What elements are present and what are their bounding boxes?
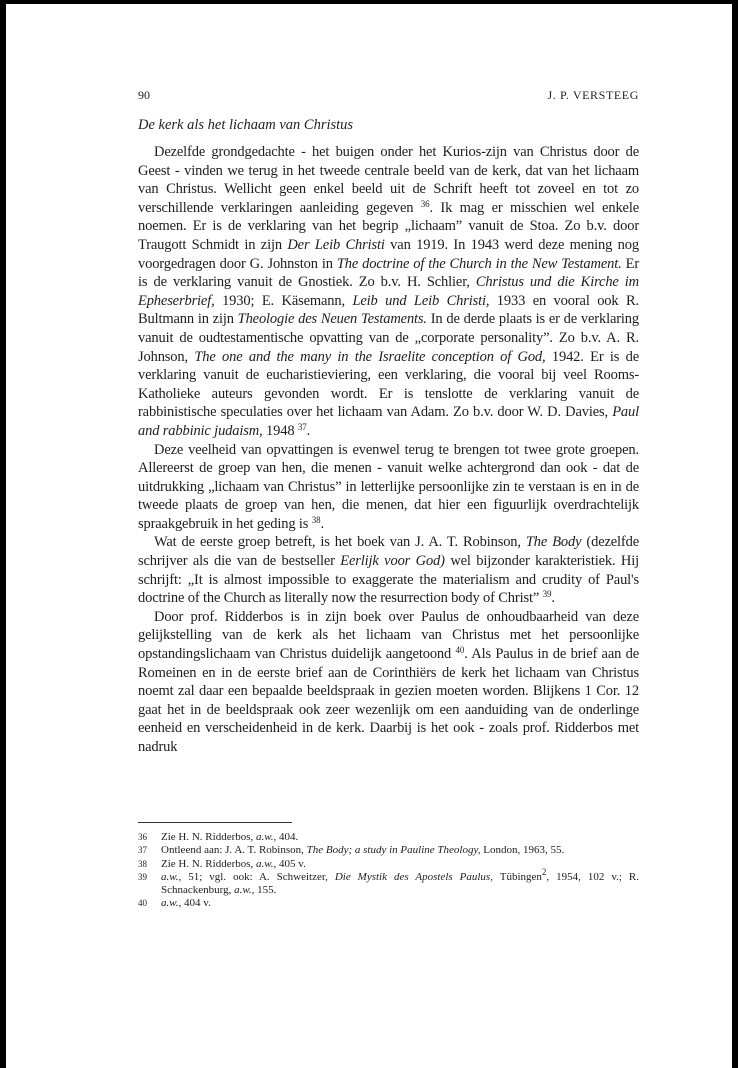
paragraph-4 [138, 608, 639, 757]
footnote-italic: Die Mystik des Apostels Paulus, [334, 870, 493, 883]
text-span: . [320, 515, 324, 532]
footnote-italic: The Body; a study in Pauline Theology, [306, 844, 481, 857]
page-number: 90 [138, 88, 150, 102]
footnote-divider [138, 822, 292, 823]
book-title: The doctrine of the Church in the New Testament. [336, 255, 622, 272]
footnote-italic: a.w., [161, 897, 182, 910]
text-span: van 1919. In 1943 werd deze mening nog voorgedragen door G. Johnston in [138, 236, 639, 272]
footnote-number: 37 [138, 845, 147, 856]
footnote-39 [138, 866, 639, 898]
page-border-top [0, 0, 738, 4]
paragraph-2 [138, 441, 639, 534]
book-title: Eerlijk voor God) [340, 553, 445, 570]
text-span: Door prof. Ridderbos is in zijn boek over Paulus de onhoudbaarheid van deze gelijkstelling van de kerk als het lichaam van Christus met het persoonlijke opstandingslichaam van Christus duidelijk aangetoond [138, 608, 639, 663]
text-span: 1933 en vooral ook R. Bultmann in zijn [138, 292, 639, 328]
book-title: Der Leib Christi [287, 236, 385, 253]
footnote-number: 38 [138, 858, 147, 869]
footnote-text: , 1954, 102 v.; R. Schnackenburg, [161, 870, 639, 897]
footnote-text: 404 v. [181, 897, 211, 910]
text-span: 1930; E. Käsemann, [214, 292, 353, 309]
footnote-number: 40 [138, 898, 147, 909]
footnote-text: London, 1963, 55. [480, 844, 565, 857]
text-span: Deze veelheid van opvattingen is evenwel terug te brengen tot twee grote groepen. Allereerst de groep van hen, die menen - vanuit welke achtergrond dan ook - dat de uitdrukking „lichaam van Christus” in letterlijke persoonlijke zin te verstaan is en in de tweede plaats de groep van hen, die menen, dat hier een figuurlijk overdrachtelijk spraakgebruik in het geding is [138, 441, 639, 532]
text-span: In de derde plaats is er de verklaring vanuit de oudtestamentische opvatting van de „corporate personality”. Zo b.v. A. R. Johnson, [138, 311, 639, 365]
footnote-ref-39: 39 [542, 589, 552, 600]
book-title: Leib und Leib Christi, [352, 292, 490, 309]
edition-superscript: 2 [541, 866, 547, 877]
page-border-left [0, 0, 6, 1068]
text-span: 1942. Er is de verklaring vanuit de eucharistieviering, een verklaring, die vooral bij veel Rooms-Katholieke auteurs gevonden wordt. Er is tenslotte de verklaring vanuit de rabbinistische speculaties over het lichaam van Adam. Zo b.v. door W. D. Davies, [138, 348, 640, 421]
text-span: . Als Paulus in de brief aan de Romeinen en in de eerste brief aan de Corinthiërs de kerk het lichaam van Christus noemt zal daar een bepaalde beeldspraak in gezien moeten worden. Blijkens 1 Cor. 12 gaat het in de beeldspraak ook zeer wezenlijk om een aanduiding van de onderlinge eenheid en verscheidenheid in de kerk. Daarbij is het ook - zoals prof. Ridderbos met nadruk [138, 646, 639, 755]
footnote-40 [138, 897, 639, 910]
text-span: 1948 [262, 422, 298, 439]
footnote-text: Zie H. N. Ridderbos, [161, 831, 257, 843]
footnote-text: 404. [276, 831, 299, 843]
text-span: Dezelfde grondgedachte - het buigen onder het Kurios-zijn van Christus door de Geest - vinden we terug in het tweede centrale beeld van de kerk, dat van het lichaam van Christus. Wellicht geen enkel beeld uit de Schrift heeft tot zoveel en tot zo verschillende verklaringen aanleiding gegeven [138, 144, 639, 216]
text-span: . [306, 422, 311, 439]
text-span: wel bijzonder karakteristiek. Hij schrijft: „It is almost impossible to exaggerate the materialism and crudity of Paul's doctrine of the Church as literally now the resurrection body of Christ” [138, 553, 640, 607]
page-border-right [732, 0, 738, 1068]
footnote-text: Tübingen [492, 870, 542, 883]
book-title: Paul and rabbinic judaism, [138, 404, 639, 439]
footnote-text: 405 v. [276, 857, 306, 870]
text-span: (dezelfde schrijver als die van de bestseller [138, 534, 639, 570]
footnote-text: Ontleend aan: J. A. T. Robinson, [161, 844, 307, 857]
footnote-36 [138, 831, 639, 844]
footnote-37 [138, 844, 639, 857]
text-span: Er is de verklaring vanuit de Gnostiek. Zo b.v. H. Schlier, [138, 255, 640, 291]
footnote-ref-38: 38 [311, 514, 321, 525]
paragraph-3 [138, 533, 639, 607]
footnote-text: 51; vgl. ook: A. Schweitzer, [181, 870, 335, 883]
running-head: J. P. VERSTEEG [547, 88, 639, 102]
footnote-italic: a.w., [234, 884, 255, 897]
text-span: Wat de eerste groep betreft, is het boek van J. A. T. Robinson, [154, 534, 526, 551]
footnote-text: 155. [254, 884, 277, 897]
body-text [138, 143, 639, 757]
book-title: The one and the many in the Israelite conception of God, [194, 348, 546, 365]
footnote-ref-36: 36 [420, 198, 430, 209]
book-title: Christus und die Kirche im Epheserbrief, [138, 274, 639, 309]
footnote-italic: a.w., [256, 857, 277, 870]
footnote-number: 36 [138, 832, 147, 842]
footnotes [138, 831, 639, 911]
book-title: The Body [525, 534, 582, 551]
footnote-text: Zie H. N. Ridderbos, [161, 857, 257, 870]
text-span: . [551, 590, 555, 607]
section-title: De kerk als het lichaam van Christus [138, 117, 354, 133]
book-title: Theologie des Neuen Testaments. [237, 311, 427, 328]
footnote-38 [138, 858, 639, 871]
footnote-ref-37: 37 [297, 421, 307, 432]
text-span: . Ik mag er misschien wel enkele noemen. Er is de verklaring van het begrip „lichaam” vanuit de Stoa. Zo b.v. door Traugott Schmidt in zijn [138, 199, 639, 253]
footnote-ref-40: 40 [455, 645, 465, 656]
footnote-italic: a.w., [161, 870, 182, 883]
footnote-italic: a.w., [256, 831, 277, 843]
page-header [138, 88, 639, 106]
paragraph-1 [138, 143, 639, 441]
footnote-number: 39 [138, 871, 147, 882]
